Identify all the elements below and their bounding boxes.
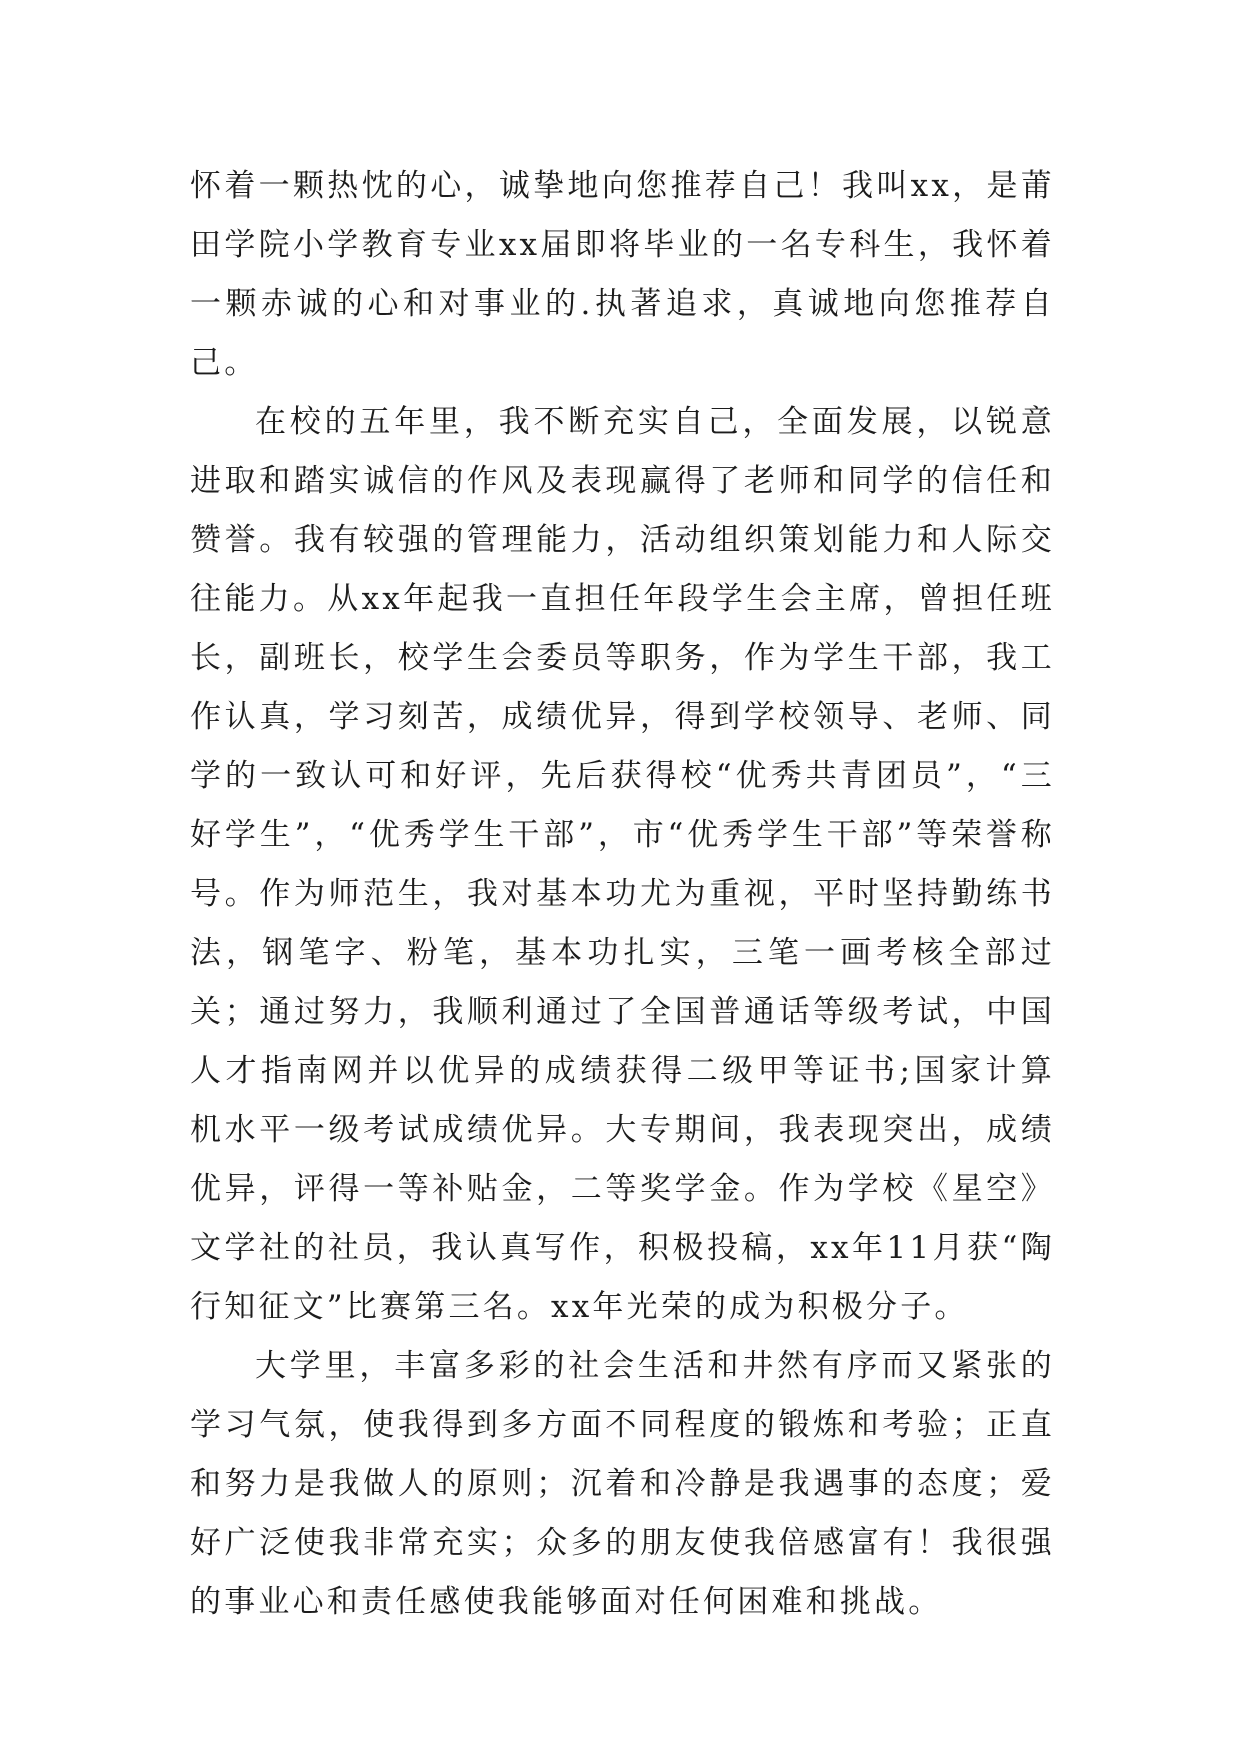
paragraph-intro: 怀着一颗热忱的心，诚挚地向您推荐自己！我叫xx，是莆田学院小学教育专业xx届即将毕业的一名专科生，我怀着一颗赤诚的心和对事业的.执著追求，真诚地向您推荐自己。: [190, 168, 1055, 381]
document-body: [190, 157, 1055, 1632]
paragraph-school-achievements: 在校的五年里，我不断充实自己，全面发展，以锐意进取和踏实诚信的作风及表现赢得了老师和同学的信任和赞誉。我有较强的管理能力，活动组织策划能力和人际交往能力。从xx年起我一直担任年段学生会主席，曾担任班长，副班长，校学生会委员等职务，作为学生干部，我工作认真，学习刻苦，成绩优异，得到学校领导、老师、同学的一致认可和好评，先后获得校“优秀共青团员”，“三好学生”，“优秀学生干部”，市“优秀学生干部”等荣誉称号。作为师范生，我对基本功尤为重视，平时坚持勤练书法，钢笔字、粉笔，基本功扎实，三笔一画考核全部过关；通过努力，我顺利通过了全国普通话等级考试，中国人才指南网并以优异的成绩获得二级甲等证书;国家计算机水平一级考试成绩优异。大专期间，我表现突出，成绩优异，评得一等补贴金，二等奖学金。作为学校《星空》文学社的社员，我认真写作，积极投稿，xx年11月获“陶行知征文”比赛第三名。xx年光荣的成为积极分子。: [190, 404, 1055, 1325]
paragraph-university-life: 大学里，丰富多彩的社会生活和井然有序而又紧张的学习气氛，使我得到多方面不同程度的锻炼和考验；正直和努力是我做人的原则；沉着和冷静是我遇事的态度；爱好广泛使我非常充实；众多的朋友使我倍感富有！我很强的事业心和责任感使我能够面对任何困难和挑战。: [190, 1348, 1055, 1620]
